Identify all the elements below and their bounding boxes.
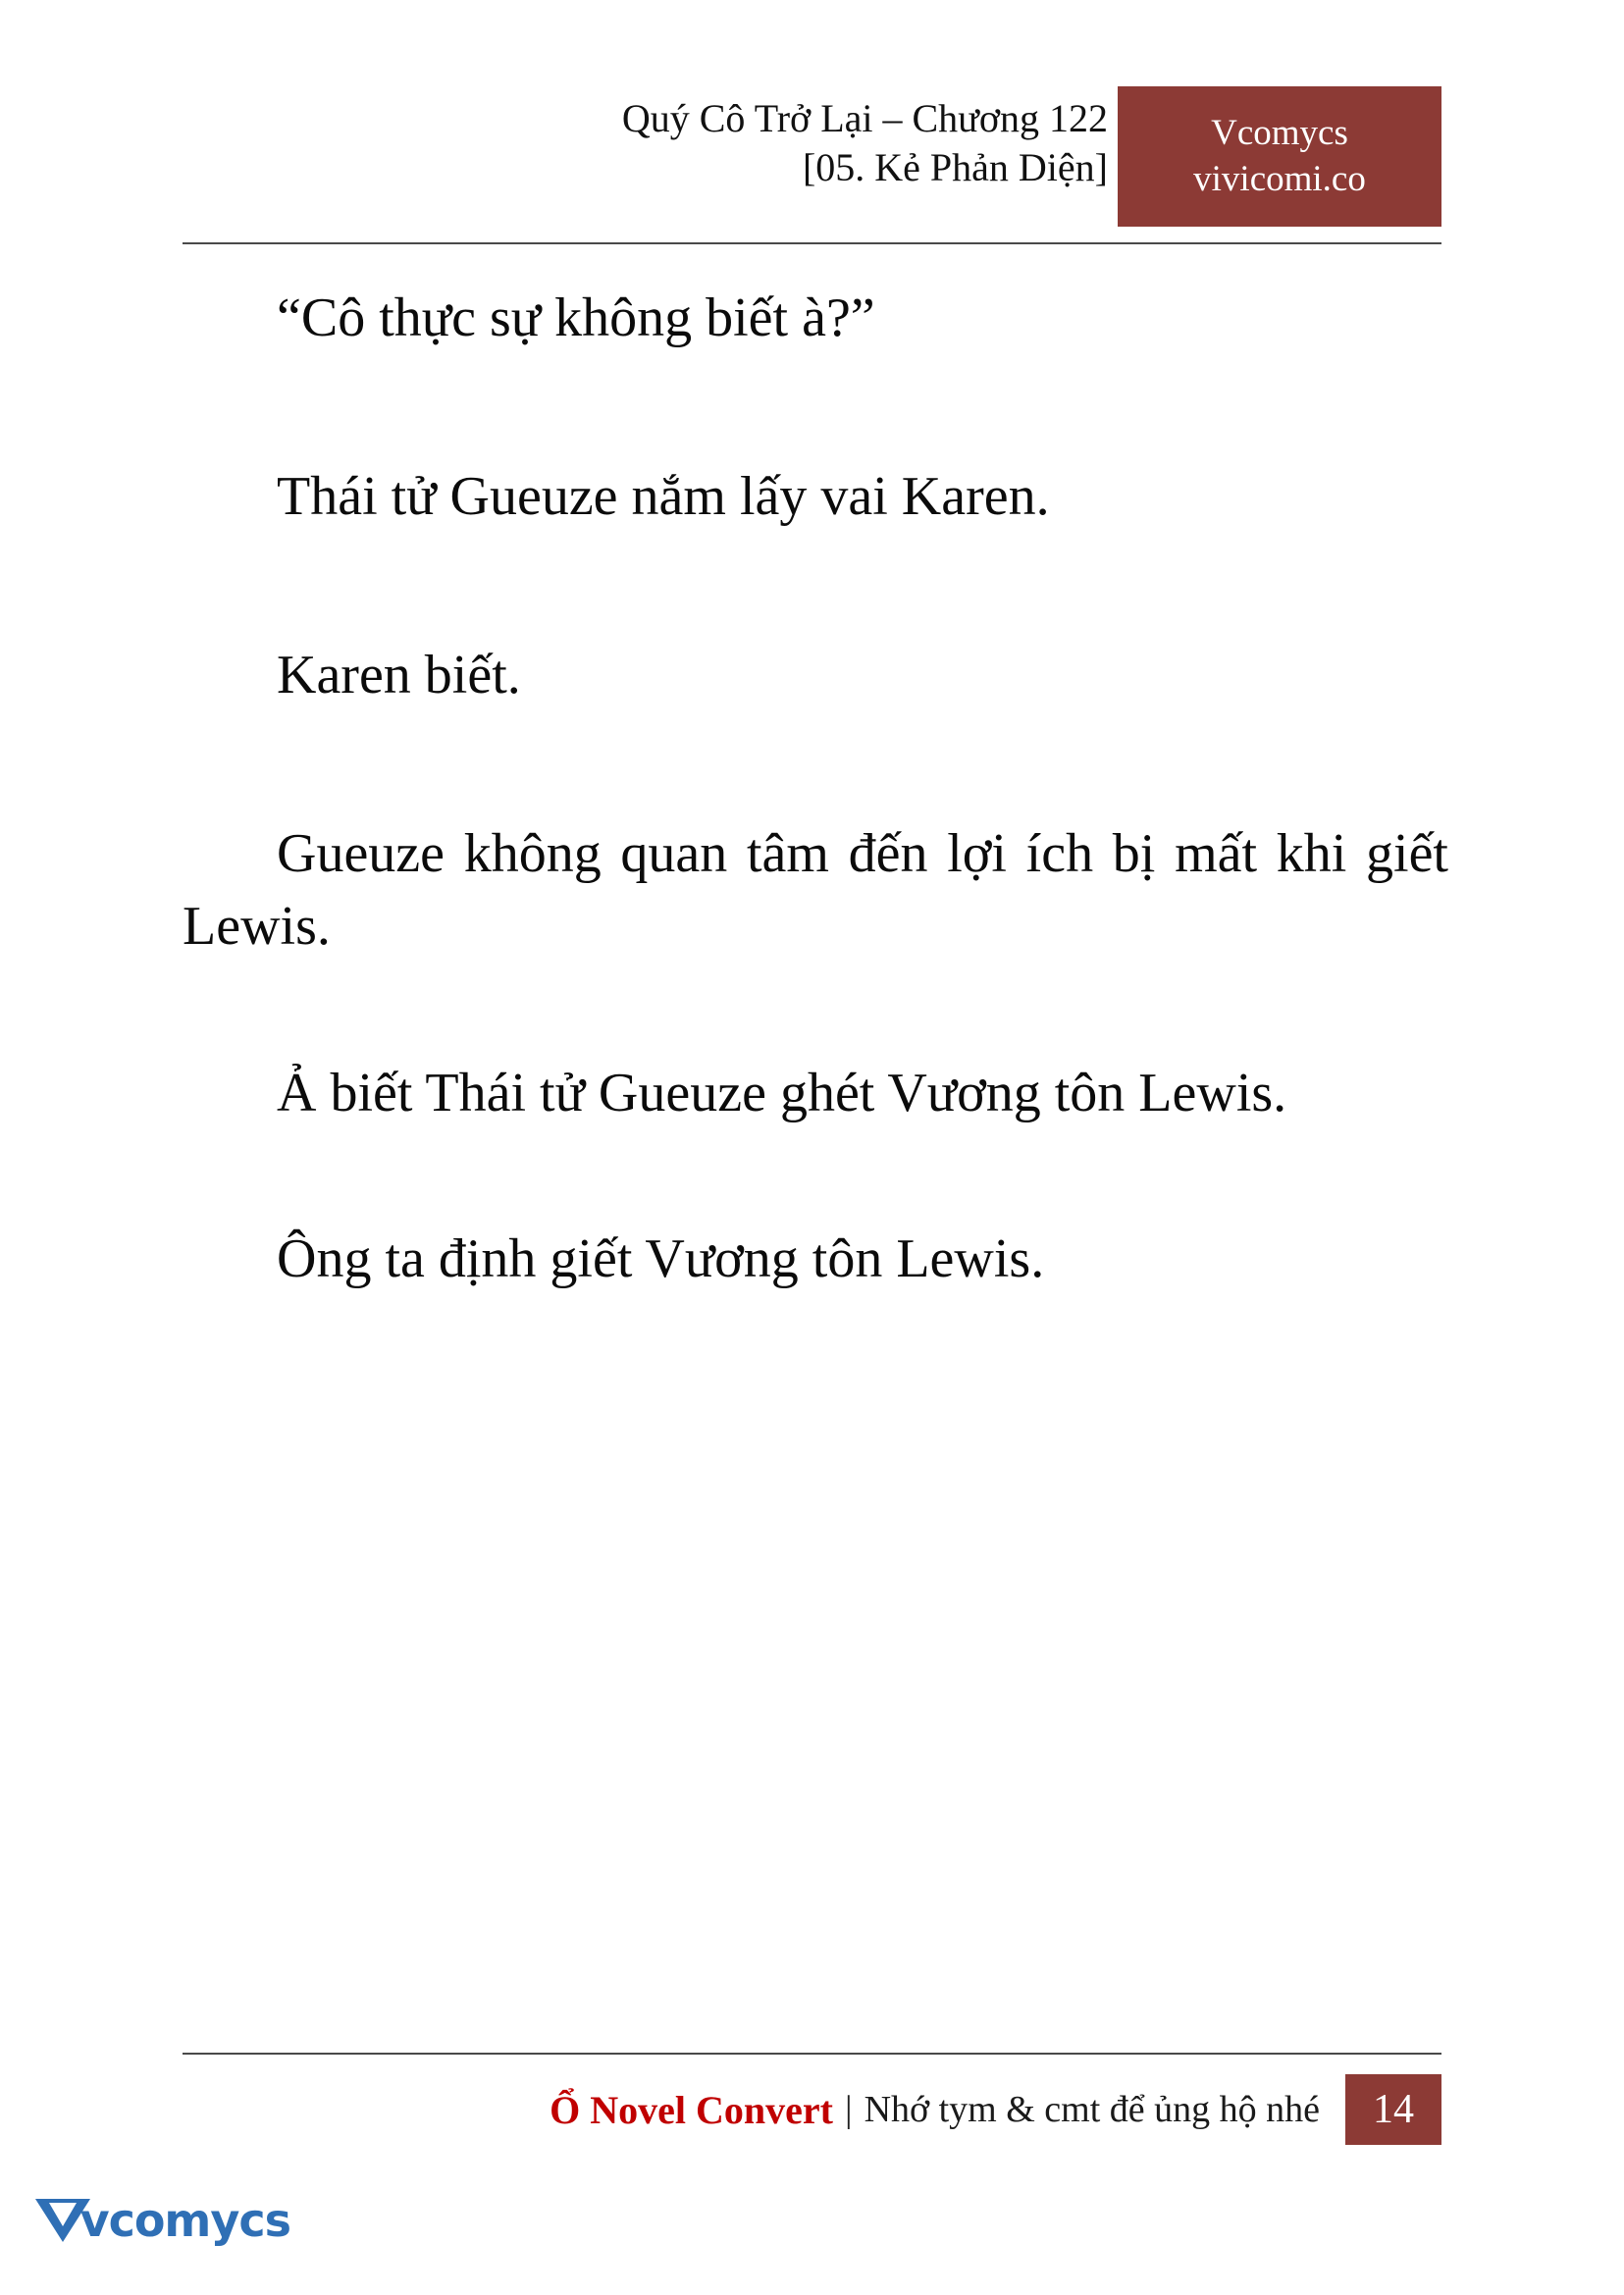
- header-title-line1: Quý Cô Trở Lại – Chương 122: [621, 96, 1108, 140]
- vcomycs-logo-icon: [35, 2193, 75, 2248]
- paragraph: Karen biết.: [277, 644, 521, 705]
- paragraph: “Cô thực sự không biết à?”: [277, 287, 875, 348]
- site-badge: [1118, 86, 1441, 227]
- page-content: [183, 283, 1448, 1296]
- page-number: 14: [1345, 2074, 1441, 2145]
- paragraph-spacer: [183, 534, 1448, 640]
- paragraph-spacer: [183, 1129, 1448, 1224]
- page-footer: [183, 2070, 1441, 2149]
- header-title: [244, 94, 1108, 193]
- header-title-line2: [05. Kẻ Phản Diện]: [802, 145, 1108, 190]
- paragraph: Ả biết Thái tử Gueuze ghét Vương tôn Lewis.: [277, 1062, 1287, 1123]
- paragraph-spacer: [183, 355, 1448, 461]
- footer-divider: [183, 2053, 1441, 2055]
- paragraph: Ông ta định giết Vương tôn Lewis.: [277, 1228, 1045, 1290]
- footer-separator: |: [844, 2089, 853, 2130]
- paragraph: Gueuze không quan tâm đến lợi ích bị mất khi giết Lewis.: [183, 822, 1448, 957]
- site-badge-name: Vcomycs: [1211, 113, 1348, 154]
- footer-brand: Ổ Novel Convert: [550, 2087, 833, 2132]
- page-header: [183, 94, 1441, 251]
- site-badge-url: vivicomi.co: [1193, 158, 1366, 199]
- footer-inner: [550, 2074, 1441, 2145]
- watermark-text: vcomycs: [79, 2194, 290, 2247]
- watermark: [35, 2166, 290, 2274]
- header-divider: [183, 242, 1441, 244]
- paragraph-spacer: [183, 964, 1448, 1058]
- footer-note: Nhớ tym & cmt để ủng hộ nhé: [864, 2089, 1320, 2130]
- paragraph: Thái tử Gueuze nắm lấy vai Karen.: [277, 465, 1050, 527]
- paragraph-spacer: [183, 712, 1448, 818]
